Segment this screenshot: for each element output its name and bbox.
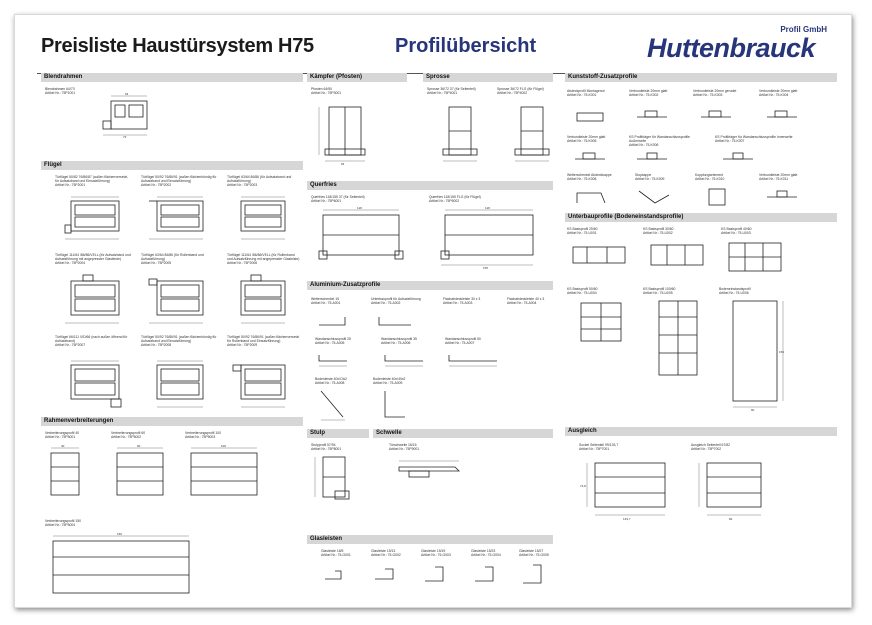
profile-drawing-stulp [311,451,359,507]
profile-drawing-alu-9 [375,387,415,423]
section-glasleisten: Glasleisten [307,535,553,544]
item-sprosse-1: Sprosse 36/72 37 (für Seitenteil) Artikel Nr.: 75P4001 [427,87,476,95]
svg-text:60: 60 [137,444,141,448]
item-querfries-2: Querfries 118/155 FLG (für Flügel) Artikel Nr.: 75P6002 [429,195,481,203]
profile-drawing-fluegel-9 [227,355,299,413]
item-kunststoff-2: Verbundleiste 20mm glatt Artikel Nr.: 75-K002 [629,89,668,97]
item-alu-6: Wandanschlussprofil 35 Artikel Nr.: 75-A006 [381,337,417,345]
section-querfries: Querfries [307,181,553,190]
profile-drawing-ausgleich-1 [579,455,679,523]
item-fluegel-4: Türflügel 111/64 /86/86/VELL (für Aufsatzband und Aufsatzführung mit angepresster Glasleiste) Artikel Nr.: 75P2004 [55,253,131,265]
section-aluminium-zusatzprofile: Aluminium-Zusatzprofile [307,281,553,290]
item-alu-4: Flachabdeckleiste 40 x 3 Artikel Nr.: 75-A004 [507,297,545,305]
item-verbreiterung-40: Verbreiterungsprofil 40 Artikel Nr.: 75P5001 [45,431,80,439]
profile-drawing-kunststoff-3 [697,105,737,127]
page-subtitle: Profilübersicht [395,35,537,57]
item-fluegel-2: Türflügel 50/92 76/86/91 (außen flächenbündig für Aufsatzband und Einsatzführung) Artikel Nr.: 75P2002 [141,175,217,187]
item-glasleiste-3: Glasleiste 15/19 Artikel Nr.: 75-G003 [421,549,451,557]
profile-drawing-glasleiste-4 [471,563,501,587]
item-pfosten: Pfosten 64/50 Artikel Nr.: 75P3001 [311,87,342,95]
item-ausgleich-2: Ausgleich Seitenteil 67/82 Artikel Nr.: 75P7002 [691,443,731,451]
profile-drawing-kunststoff-2 [633,105,673,127]
profile-drawing-unterbau-6 [725,297,789,413]
price-list-sheet [14,14,852,608]
profile-drawing-glasleiste-2 [371,563,401,587]
profile-drawing-fluegel-5 [141,271,221,329]
item-unterbau-2: KS Basisprofil 30/60 Artikel Nr.: 75-U002 [643,227,674,235]
item-alu-5: Wandanschlussprofil 25 Artikel Nr.: 75-A005 [315,337,351,345]
item-kunststoff-11: Verbundleiste 20mm glatt Artikel Nr.: 75-K011 [759,173,798,181]
section-ausgleich: Ausgleich [565,427,837,436]
item-glasleiste-2: Glasleiste 15/13 Artikel Nr.: 75-G002 [371,549,401,557]
section-blendrahmen: Blendrahmen [41,73,303,82]
profile-drawing-kunststoff-1 [571,105,611,127]
item-alu-2: Unterbauprofil für Aufsatzführung Artikel Nr.: 75-A002 [371,297,421,305]
profile-drawing-unterbau-5 [651,297,705,381]
item-glasleiste-1: Glasleiste 18/5 Artikel Nr.: 75-G001 [321,549,351,557]
item-kunststoff-6: KS Profilträger für Wandanschlussprofile Außenseite Artikel Nr.: 75-K006 [629,135,690,147]
item-kunststoff-5: Verbundleiste 20mm glatt Artikel Nr.: 75-K005 [567,135,606,143]
item-unterbau-4: KS Basisprofil 50/60 Artikel Nr.: 75-U004 [567,287,598,295]
item-verbreiterung-100: Verbreiterungsprofil 100 Artikel Nr.: 75P5003 [185,431,222,439]
profile-drawing-kunststoff-9 [635,185,675,209]
profile-drawing-verbreiterung-100 [185,443,265,503]
section-rahmenverbreiterungen: Rahmenverbreiterungen [41,417,303,426]
profile-drawing-sprosse-2 [507,97,557,167]
profile-drawing-verbreiterung-40 [45,443,91,503]
profile-drawing-fluegel-6 [227,271,299,329]
item-alu-8: Bodenleiste 40x/OA2 Artikel Nr.: 75-A008 [315,377,347,385]
profile-drawing-alu-5 [315,351,355,369]
item-glasleiste-5: Glasleiste 15/27 Artikel Nr.: 75-G005 [519,549,549,557]
profile-drawing-fluegel-3 [227,191,299,245]
profile-drawing-fluegel-8 [141,355,221,413]
profile-drawing-verbreiterung-150 [45,531,195,601]
svg-text:100: 100 [221,444,227,448]
section-kunststoff-zusatzprofile: Kunststoff-Zusatzprofile [565,73,837,82]
item-fluegel-5: Türflügel 63/64 86/86 (für Rollenband und Aufsatzführung) Artikel Nr.: 75P2005 [141,253,204,265]
profile-drawing-kunststoff-11 [763,185,803,209]
section-unterbauprofile: Unterbauprofile (Bodeneinstandsprofile) [565,213,837,222]
svg-text:118: 118 [357,206,362,210]
item-kunststoff-7: KS Profilträger für Wandanschlussprofile Innenseite Artikel Nr.: 75-K007 [715,135,793,143]
profile-drawing-glasleiste-1 [321,563,351,587]
item-kunststoff-4: Verbundleiste 20mm glatt Artikel Nr.: 75-K004 [759,89,798,97]
profile-drawing-unterbau-4 [571,297,631,347]
profile-drawing-alu-2 [375,311,415,331]
profile-drawing-kunststoff-8 [571,185,611,209]
profile-drawing-pfosten [315,97,375,167]
item-stulp: Stulpprofil 57/94 Artikel Nr.: 75P8001 [311,443,342,451]
item-kunststoff-10: Kopplungselement Artikel Nr.: 75-K010 [695,173,725,181]
svg-text:155: 155 [483,266,489,270]
profile-drawing-blendrahmen [93,91,163,139]
profile-drawing-glasleiste-5 [519,563,549,587]
item-fluegel-8: Türflügel 50/92 76/86/91 (außen flächenbündig für Aufsatzband und Einsatzführung) Artikel Nr.: 75P2008 [141,335,217,347]
item-fluegel-1: Türflügel 50/82 76/86/87 (außen flächenversetzt, für Aufsatzband und Einsatzführung) Artikel Nr.: 75P2001 [55,175,129,187]
item-ausgleich-1: Sockel Seitenteil 99/133,7 Artikel Nr.: 75P7001 [579,443,619,451]
profile-drawing-verbreiterung-60 [111,443,171,503]
svg-text:118: 118 [485,206,490,210]
item-verbreiterung-60: Verbreiterungsprofil 60 Artikel Nr.: 75P5002 [111,431,146,439]
item-kunststoff-1: Abdeckprofil Montagenut Artikel Nr.: 75-K001 [567,89,605,97]
section-fluegel: Flügel [41,161,303,170]
profile-drawing-alu-7 [445,351,505,369]
profile-drawing-alu-8 [315,387,355,423]
svg-text:150: 150 [779,350,785,354]
item-querfries-1: Querfries 118/155 37 (für Seitenteil) Artikel Nr.: 75P6001 [311,195,365,203]
svg-text:74,8: 74,8 [580,484,586,488]
company-logo [647,25,837,71]
profile-drawing-fluegel-2 [141,191,221,245]
item-alu-7: Wandanschlussprofil 50 Artikel Nr.: 75-A007 [445,337,481,345]
profile-drawing-querfries-1 [311,205,411,271]
item-sprosse-2: Sprosse 36/72 FLG (für Flügel) Artikel Nr.: 75P4002 [497,87,544,95]
profile-drawing-unterbau-3 [723,237,787,277]
profile-drawing-sprosse-1 [435,97,485,167]
page-title: Preisliste Haustürsystem H75 [41,35,314,57]
svg-text:133,7: 133,7 [623,517,631,521]
item-unterbau-6: Bodeneinstandsprofil Artikel Nr.: 75-U006 [719,287,751,295]
logo-main-text: Huttenbrauck [647,33,816,63]
svg-text:150: 150 [117,532,123,536]
profile-drawing-alu-6 [381,351,431,369]
item-fluegel-9: Türflügel 50/92 76/86/91 (außen flächenversetzt für Rollenband und Einsatzführung) Artikel Nr.: 75P2009 [227,335,300,347]
item-kunststoff-8: Wetterschenkel Abdeckkappe Artikel Nr.: 75-K008 [567,173,612,181]
item-kunststoff-9: Stopkappe Artikel Nr.: 75-K009 [635,173,665,181]
svg-text:73: 73 [123,135,127,139]
profile-drawing-kunststoff-7 [719,149,759,167]
item-alu-9: Bodenleiste 40x/40x2 Artikel Nr.: 75-A009 [373,377,406,385]
section-stulp: Stulp [307,429,369,438]
section-kaempfer: Kämpfer (Pfosten) [307,73,407,82]
profile-drawing-fluegel-4 [55,271,135,329]
profile-drawing-fluegel-7 [55,355,135,413]
profile-drawing-kunststoff-5 [571,149,611,167]
section-sprosse: Sprosse [423,73,553,82]
item-verbreiterung-150: Verbreiterungsprofil 150 Artikel Nr.: 75P5004 [45,519,82,527]
profile-drawing-alu-1 [315,311,355,331]
item-schwelle: Türschwelle 16/15 Artikel Nr.: 75P9001 [389,443,420,451]
profile-drawing-glasleiste-3 [421,563,451,587]
item-kunststoff-3: Verbundleiste 20mm gerudet Artikel Nr.: 75-K003 [693,89,737,97]
svg-text:64: 64 [341,162,345,166]
svg-text:60: 60 [751,408,755,412]
item-alu-1: Wetterschenkel 15 Artikel Nr.: 75-A001 [311,297,341,305]
profile-drawing-fluegel-1 [55,191,135,245]
profile-drawing-kunststoff-4 [763,105,803,127]
section-schwelle: Schwelle [373,429,553,438]
item-fluegel-6: Türflügel 111/64 /86/86/VELL (für Rollenband und Aufsatzführung mit angepresster Glasleiste) Artikel Nr.: 75P2006 [227,253,300,265]
profile-drawing-querfries-2 [433,205,545,271]
profile-drawing-unterbau-1 [567,237,631,271]
profile-drawing-schwelle [395,455,465,485]
item-fluegel-3: Türflügel 63/64 86/86 (für Aufsatzband und Aufsatzführung) Artikel Nr.: 75P2003 [227,175,292,187]
item-fluegel-7: Türflügel 66/111 /XD/66 (nach außen öffnend für Aufsatzband) Artikel Nr.: 75P2007 [55,335,128,347]
svg-text:40: 40 [61,444,65,448]
svg-text:82: 82 [729,517,733,521]
item-alu-3: Flachabdeckleiste 30 x 3 Artikel Nr.: 75-A003 [443,297,481,305]
item-unterbau-3: KS Basisprofil 40/60 Artikel Nr.: 75-U003 [721,227,752,235]
item-unterbau-5: KS Basisprofil 100/60 Artikel Nr.: 75-U005 [643,287,676,295]
svg-text:64: 64 [125,92,129,96]
item-unterbau-1: KS Basisprofil 25/60 Artikel Nr.: 75-U001 [567,227,598,235]
profile-drawing-ausgleich-2 [691,455,775,523]
item-glasleiste-4: Glasleiste 15/23 Artikel Nr.: 75-G004 [471,549,501,557]
logo-small-text: Profil GmbH [780,25,827,34]
item-blendrahmen: Blendrahmen 64/73 Artikel Nr.: 75P1001 [45,87,76,95]
profile-drawing-unterbau-2 [645,237,709,271]
profile-drawing-kunststoff-10 [699,185,739,209]
profile-drawing-kunststoff-6 [633,149,673,167]
